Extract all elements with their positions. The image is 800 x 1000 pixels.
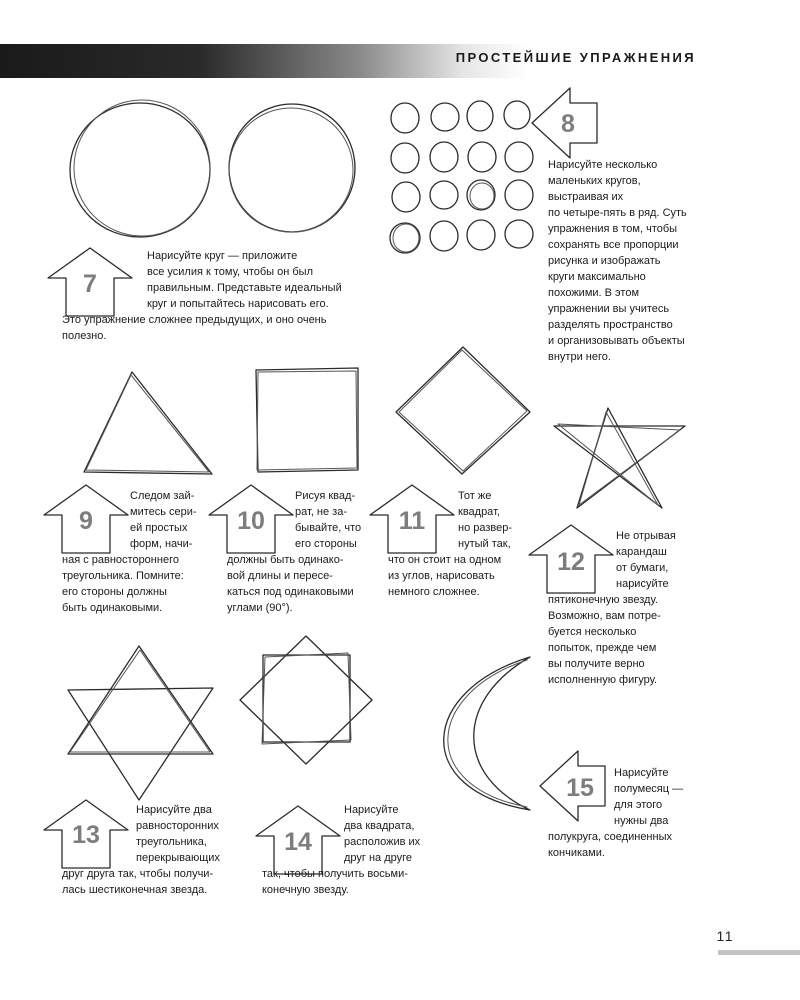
drawing-crescent (444, 657, 530, 810)
exercise-15-text: Нарисуйте полумесяц — для этого нужны два полукруга, соединенных кончиками. (548, 767, 684, 859)
drawing-diamond (396, 347, 530, 474)
exercise-11-text: Тот же квадрат, но развер- нутый так, что он стоит на одном из углов, нарисовать немного сложнее. (388, 490, 513, 598)
exercise-14-text: Нарисуйте два квадрата, расположив их друг на друге так, чтобы получить восьми- конечную звезду. (262, 804, 421, 896)
exercise-13-text: Нарисуйте два равносторонних треугольника, перекрывающих друг друга так, чтобы получи- лась шестиконечная звезда. (62, 804, 220, 896)
svg-text:15: 15 (566, 774, 594, 802)
page-number: 11 (716, 928, 734, 944)
svg-text:7: 7 (83, 270, 97, 298)
footer-rule (718, 950, 800, 955)
section-title: ПРОСТЕЙШИЕ УПРАЖНЕНИЯ (455, 50, 696, 65)
drawing-five-point-star (554, 408, 685, 508)
exercise-8-text: Нарисуйте несколько маленьких кругов, выстраивая их по четыре-пять в ряд. Суть упражнения в том, чтобы сохранять все пропорции рисунка и изображать круги максимально похожими. В этом упражнении вы учитесь разделять пространство и организовывать объекты внутри него. (548, 159, 687, 363)
drawing-six-point-star (68, 646, 213, 800)
svg-text:8: 8 (561, 110, 575, 138)
arrow-icon-8 (532, 88, 597, 158)
exercise-12-text: Не отрывая карандаш от бумаги, нарисуйте пятиконечную звезду. Возможно, вам потре- буется несколько попыток, прежде чем вы получите верно исполненную фигуру. (548, 530, 676, 686)
drawing-eight-point-star (240, 636, 372, 764)
drawing-circles-large (70, 100, 355, 237)
drawing-circles-small (390, 101, 533, 253)
svg-text:9: 9 (79, 507, 93, 535)
svg-text:10: 10 (237, 507, 265, 535)
exercise-10-text: Рисуя квад- рат, не за- бывайте, что его стороны должны быть одинако- вой длины и пересе- каться под одинаковыми углами (90°). (227, 490, 362, 614)
drawing-triangle (84, 372, 212, 474)
exercise-7-text: Нарисуйте круг — приложите все усилия к тому, чтобы он был правильным. Представьте идеальный круг и попытайтесь нарисовать его. Это упражнение сложнее предыдущих, и оно очень полезно. (62, 250, 342, 342)
exercise-9-text: Следом зай- митесь сери- ей простых форм, начи- ная с равностороннего треугольника. Помните: его стороны должны быть одинаковыми. (62, 490, 197, 614)
svg-text:14: 14 (284, 828, 312, 856)
svg-text:11: 11 (398, 507, 426, 535)
drawing-square (256, 368, 358, 472)
svg-text:12: 12 (557, 548, 585, 576)
svg-text:13: 13 (72, 821, 100, 849)
